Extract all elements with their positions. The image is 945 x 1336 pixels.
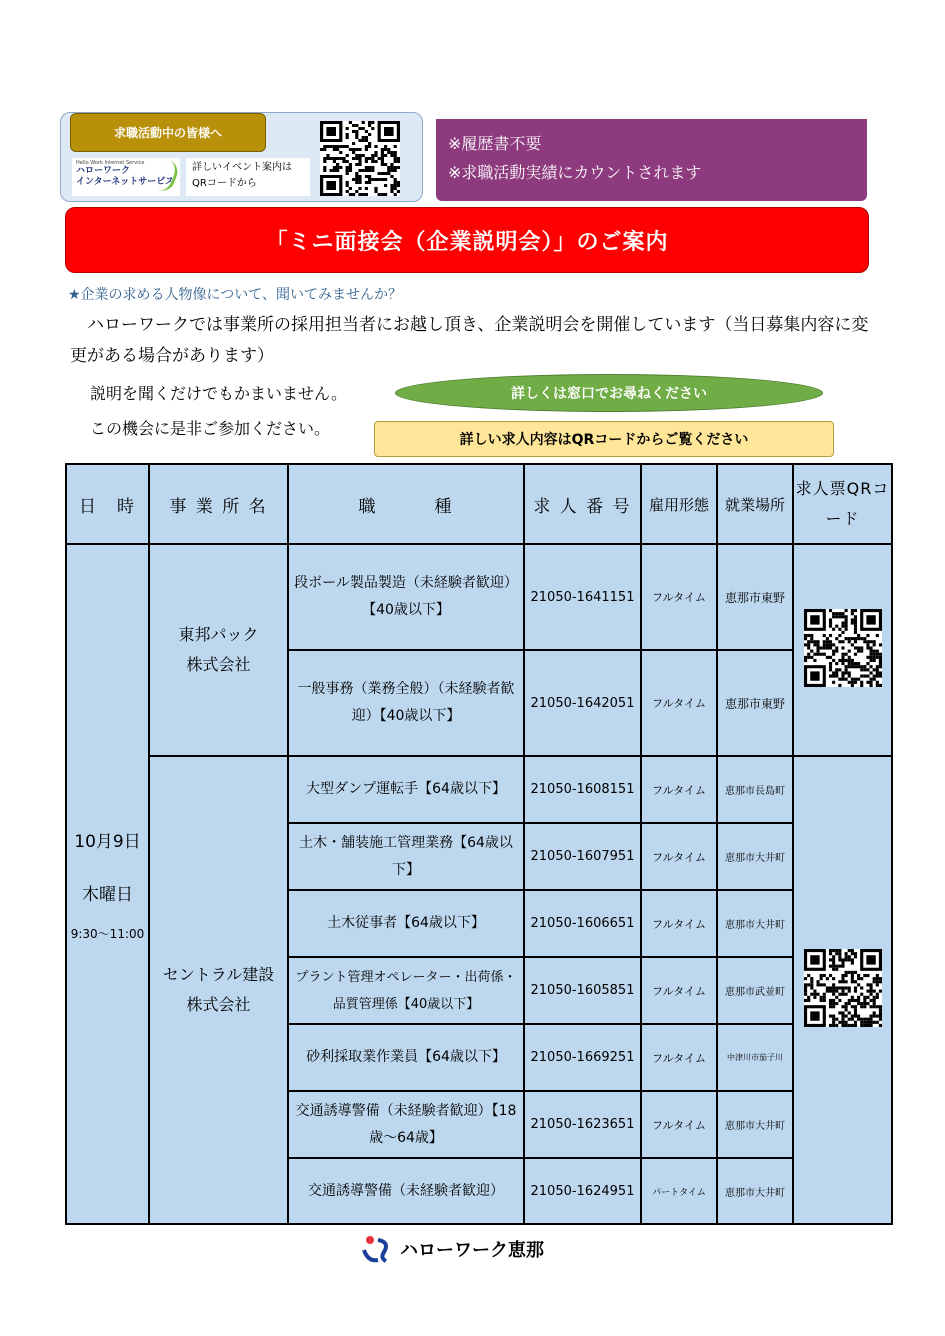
- employment-type: フルタイム: [641, 823, 717, 890]
- header-company: 事 業 所 名: [149, 464, 288, 544]
- event-time: 9:30〜11:00: [70, 926, 145, 941]
- job-number: 21050-1605851: [524, 957, 641, 1024]
- employment-type: フルタイム: [641, 1024, 717, 1091]
- job-number: 21050-1669251: [524, 1024, 641, 1091]
- work-location: 恵那市東野: [717, 544, 793, 650]
- job-number: 21050-1607951: [524, 823, 641, 890]
- event-qr-code-icon[interactable]: [320, 121, 400, 196]
- job-title: 交通誘導警備（未経験者歓迎）【18歳〜64歳】: [288, 1091, 524, 1158]
- job-number: 21050-1606651: [524, 890, 641, 957]
- work-location: 恵那市大井町: [717, 890, 793, 957]
- header-number: 求 人 番 号: [524, 464, 641, 544]
- company-name-line1: セントラル建設: [162, 965, 275, 984]
- table-row: [66, 756, 892, 823]
- logo-line2: インターネットサービス: [76, 177, 175, 187]
- job-title: 砂利採取業作業員【64歳以下】: [288, 1024, 524, 1091]
- header-location: 就業場所: [717, 464, 793, 544]
- footer-logo: [360, 1234, 544, 1264]
- logo-line1: ハローワーク: [76, 166, 131, 176]
- work-location: 恵那市東野: [717, 650, 793, 756]
- employment-type: フルタイム: [641, 957, 717, 1024]
- work-location: 恵那市大井町: [717, 1091, 793, 1158]
- event-date: 10月9日: [74, 831, 141, 852]
- work-location: 恵那市武並町: [717, 957, 793, 1024]
- page-title: 「ミニ面接会（企業説明会）」のご案内: [65, 207, 869, 273]
- job-title: 段ボール製品製造（未経験者歓迎）【40歳以下】: [288, 544, 524, 650]
- event-note-line1: 詳しいイベント案内は: [192, 162, 292, 173]
- lead-text: ★企業の求める人物像について、聞いてみませんか？: [68, 287, 402, 303]
- work-location: 中津川市茄子川: [717, 1024, 793, 1091]
- work-location: 恵那市大井町: [717, 823, 793, 890]
- company-name-line2: 株式会社: [186, 655, 251, 674]
- job-number: 21050-1608151: [524, 756, 641, 823]
- company-cell: [149, 544, 288, 756]
- header-job: 職 種: [288, 464, 524, 544]
- employment-type: パートタイム: [641, 1158, 717, 1224]
- hellowork-internet-logo[interactable]: [72, 158, 180, 196]
- inquire-at-counter-button[interactable]: 詳しくは窓口でお尋ねください: [395, 374, 823, 412]
- job-title: プラント管理オペレーター・出荷係・品質管理係【40歳以下】: [288, 957, 524, 1024]
- employment-type: フルタイム: [641, 650, 717, 756]
- job-number: 21050-1641151: [524, 544, 641, 650]
- table-row: [66, 544, 892, 650]
- job-title: 一般事務（業務全般）（未経験者歓迎）【40歳以下】: [288, 650, 524, 756]
- intro-line-b: この機会に是非ご参加ください。: [90, 419, 331, 438]
- work-location: 恵那市大井町: [717, 1158, 793, 1224]
- employment-type: フルタイム: [641, 1091, 717, 1158]
- job-qr-code-icon[interactable]: [804, 609, 882, 687]
- job-qr-code-icon[interactable]: [804, 949, 882, 1027]
- event-note-line2: QRコードから: [192, 178, 257, 189]
- job-title: 交通誘導警備（未経験者歓迎）: [288, 1158, 524, 1224]
- company-name-line1: 東邦パック: [178, 625, 259, 644]
- intro-line-a: 説明を聞くだけでもかまいません。: [90, 384, 347, 403]
- table-header-row: [66, 464, 892, 544]
- job-number: 21050-1623651: [524, 1091, 641, 1158]
- header-qr: 求人票QRコード: [793, 464, 892, 544]
- job-title: 大型ダンプ運転手【64歳以下】: [288, 756, 524, 823]
- company-cell: [149, 756, 288, 1224]
- header-datetime: 日 時: [66, 464, 149, 544]
- employment-type: フルタイム: [641, 544, 717, 650]
- event-note: [186, 158, 310, 196]
- footer-office-name: ハローワーク恵那: [400, 1240, 544, 1261]
- header-employment: 雇用形態: [641, 464, 717, 544]
- company-name-line2: 株式会社: [186, 995, 251, 1014]
- note-no-resume: ※履歴書不要: [448, 134, 542, 153]
- qr-cell: [793, 756, 892, 1224]
- job-title: 土木従事者【64歳以下】: [288, 890, 524, 957]
- job-title: 土木・舗装施工管理業務【64歳以下】: [288, 823, 524, 890]
- qr-cell: [793, 544, 892, 756]
- notes-box: [436, 119, 867, 201]
- intro-paragraph: ハローワークでは事業所の採用担当者にお越し頂き、企業説明会を開催しています（当日募集内容に変更がある場合があります）: [70, 315, 869, 366]
- employment-type: フルタイム: [641, 890, 717, 957]
- employment-type: フルタイム: [641, 756, 717, 823]
- work-location: 恵那市長島町: [717, 756, 793, 823]
- job-table: [65, 463, 893, 1225]
- see-qr-details-button[interactable]: 詳しい求人内容はQRコードからご覧ください: [374, 421, 834, 457]
- note-counts-activity: ※求職活動実績にカウントされます: [448, 163, 702, 182]
- job-number: 21050-1624951: [524, 1158, 641, 1224]
- greeting-label: 求職活動中の皆様へ: [70, 113, 266, 152]
- hellowork-logo-icon: [360, 1234, 394, 1264]
- logo-small-text: Hello Work Internet Service: [76, 160, 145, 166]
- date-cell: [66, 544, 149, 1224]
- job-number: 21050-1642051: [524, 650, 641, 756]
- event-weekday: 木曜日: [82, 884, 133, 905]
